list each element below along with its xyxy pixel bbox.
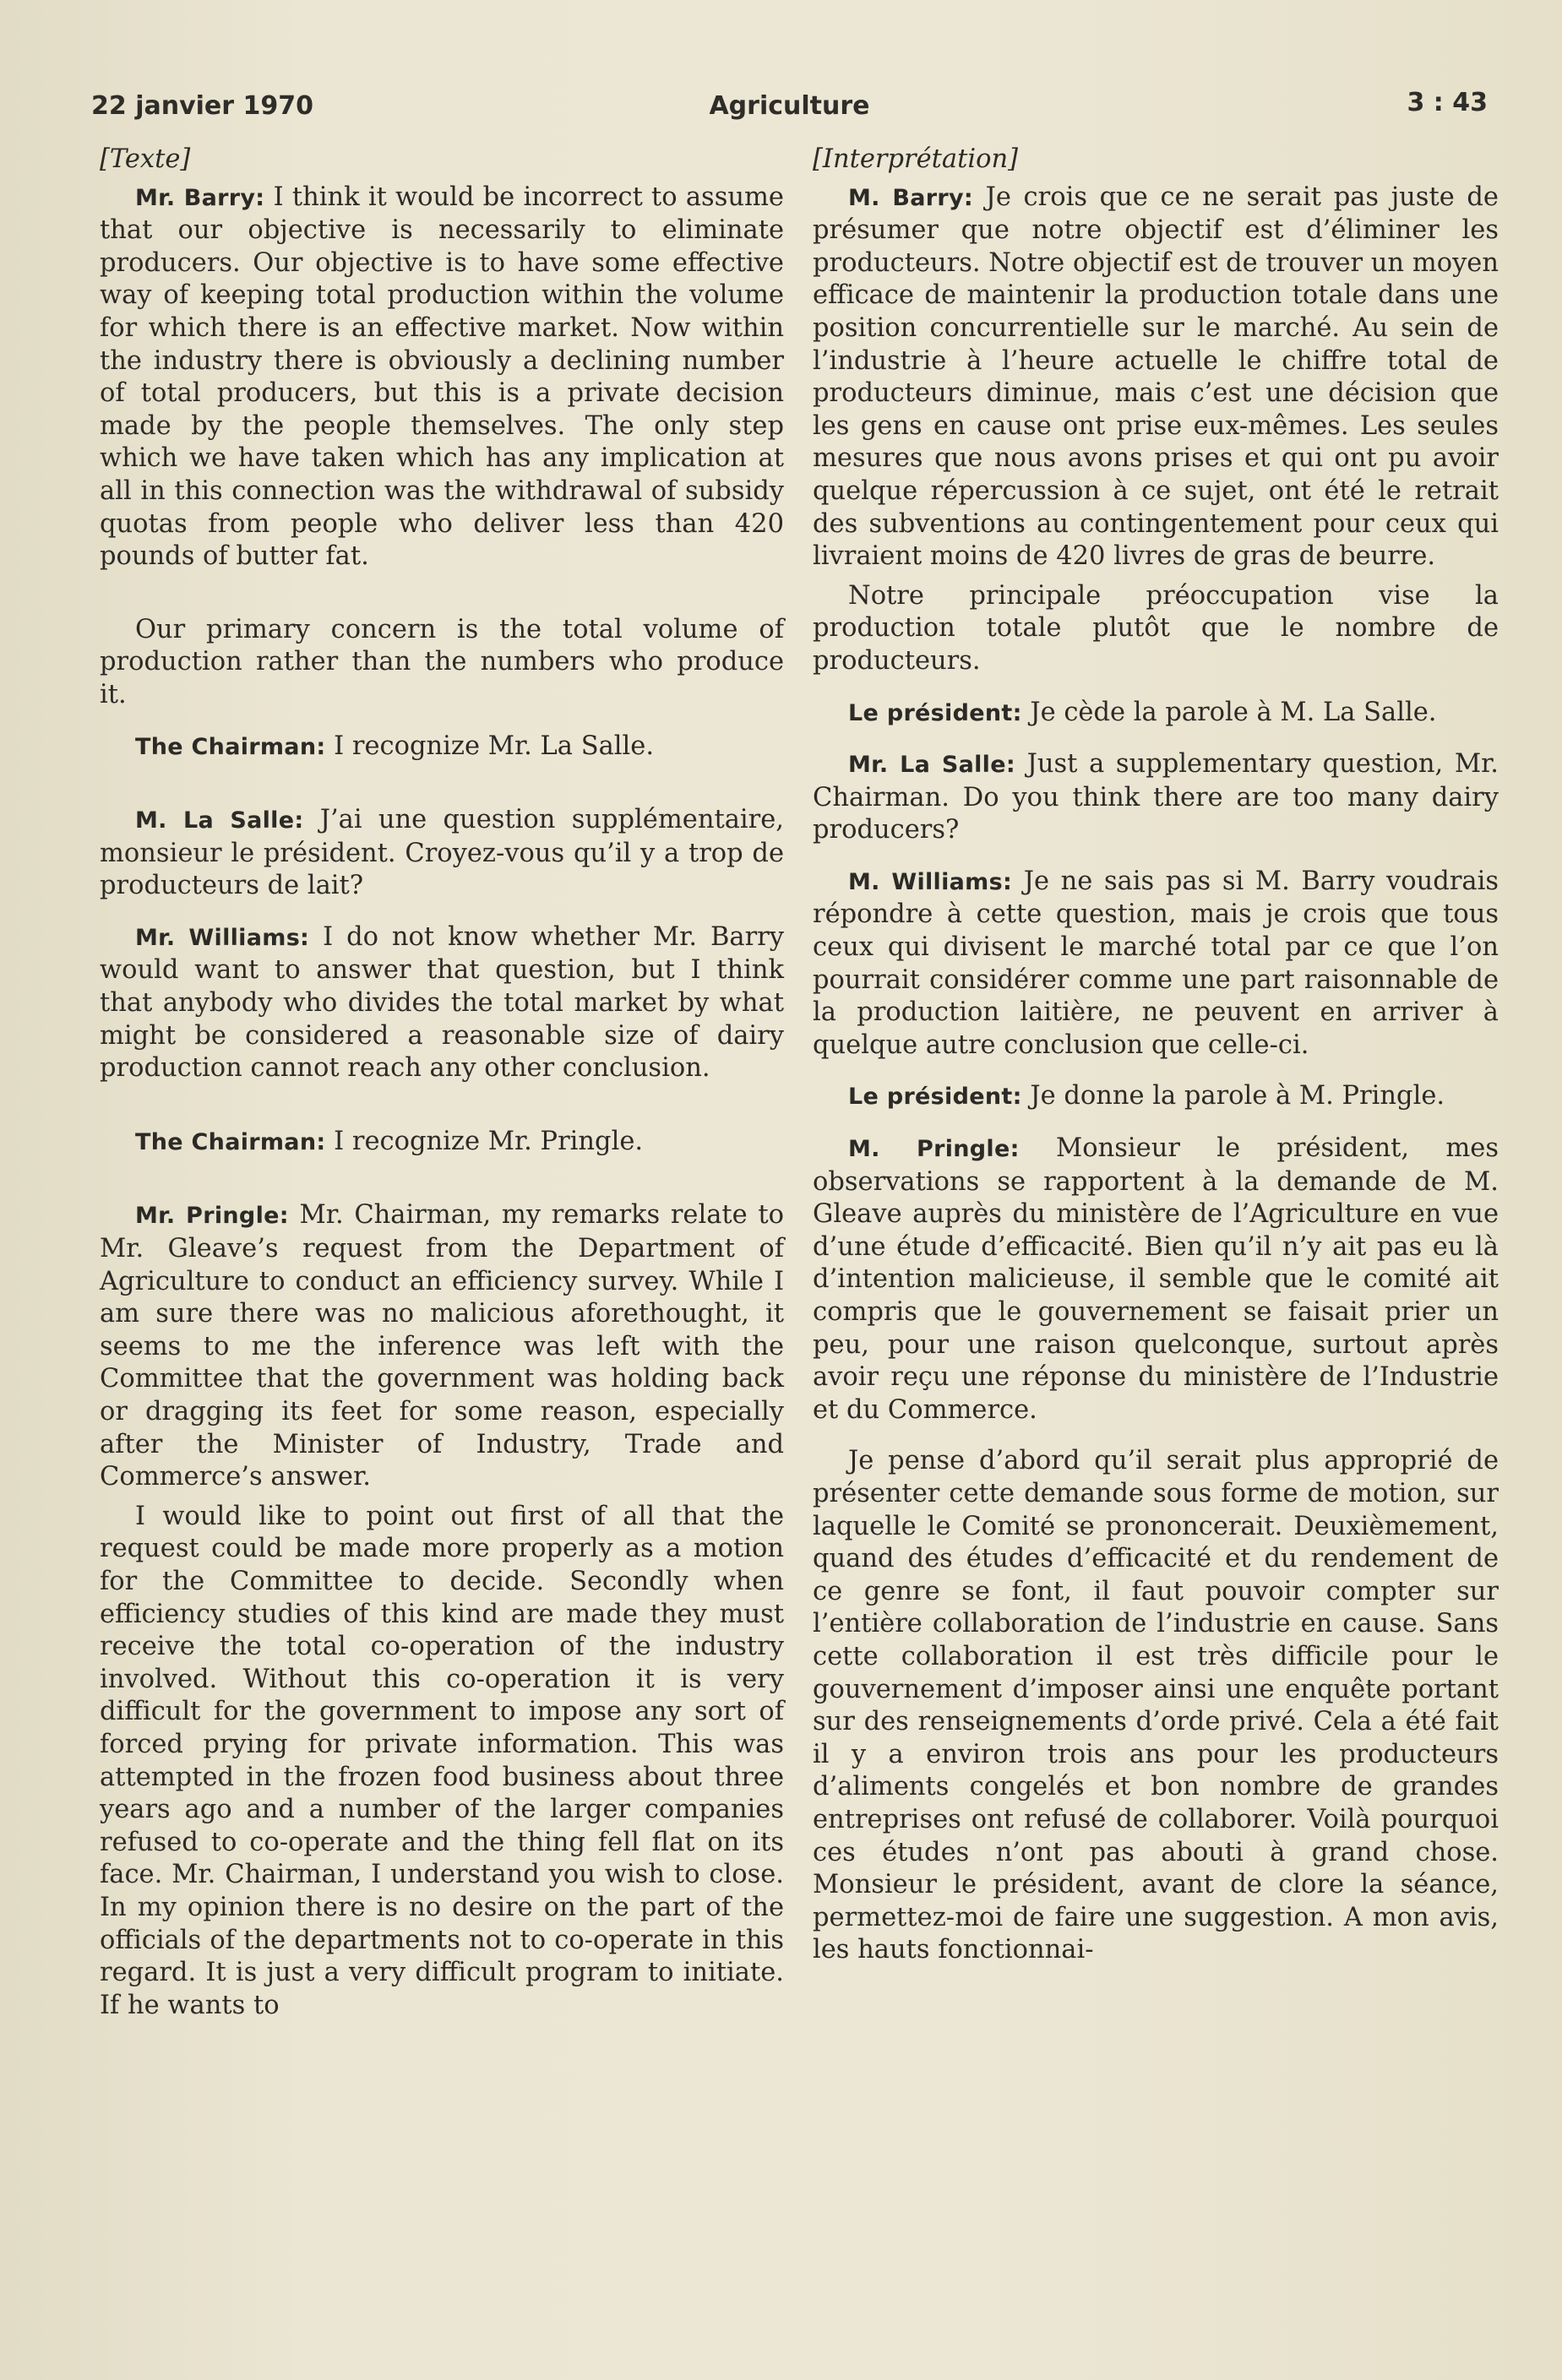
speaker-name: Mr. Pringle:	[135, 1203, 289, 1230]
paragraph	[100, 614, 784, 712]
speaker-name: The Chairman:	[135, 733, 326, 760]
paragraph	[813, 1080, 1499, 1114]
paragraph-text: Just a supplementary question, Mr. Chairman. Do you think there are too many dairy producers?	[813, 749, 1499, 845]
speaker-name: The Chairman:	[135, 1128, 326, 1155]
paragraph-text: I recognize Mr. La Salle.	[334, 731, 655, 761]
paragraph	[813, 182, 1499, 573]
paragraph-text: Monsieur le président, mes observations se rapportent à la demande de M. Gleave auprès du ministère de l’Agriculture en vue d’une étude d’efficacité. Bien qu’il n’y ait pas eu là d’intention malicieuse, il semble que le comité ait compris que le gouvernement se faisait prier un peu, pour une raison quelconque, surtout après avoir reçu une réponse du ministère de l’Industrie et du Commerce.	[813, 1133, 1499, 1425]
paragraph	[813, 748, 1499, 847]
paragraph-text: I do not know whether Mr. Barry would want to answer that question, but I think that anybody who divides the total market by what might be considered a reasonable size of dairy production cannot reach any other conclusion.	[100, 921, 784, 1084]
paragraph	[813, 1133, 1499, 1426]
paragraph-text: Mr. Chairman, my remarks relate to Mr. Gleave’s request from the Department of Agriculture to conduct an efficiency survey. While I am sure there was no malicious aforethought, it seems to me the inference was left with the Committee that the government was holding back or dragging its feet for some reason, especially after the Minister of Industry, Trade and Commerce’s answer.	[100, 1200, 784, 1492]
french-column	[813, 144, 1499, 1967]
speaker-name: M. La Salle:	[135, 807, 304, 834]
paragraph	[813, 866, 1499, 1062]
header-title: Agriculture	[709, 91, 870, 121]
paragraph	[100, 1199, 784, 1493]
paragraph	[100, 1501, 784, 2023]
speaker-name: Mr. La Salle:	[848, 752, 1015, 779]
paragraph	[100, 804, 784, 903]
paragraph	[100, 1126, 784, 1160]
header-date: 22 janvier 1970	[91, 91, 313, 121]
section-label: [Interprétation]	[813, 144, 1018, 174]
paragraph-text: Our primary concern is the total volume of production rather than the numbers who produce it.	[100, 614, 784, 709]
paragraph-text: Notre principale préoccupation vise la production totale plutôt que le nombre de producteurs.	[813, 580, 1499, 676]
paragraph	[813, 697, 1499, 731]
speaker-name: Le président:	[848, 699, 1022, 726]
speaker-name: Mr. Barry:	[135, 184, 265, 211]
paragraph	[813, 1445, 1499, 1967]
speaker-name: Le président:	[848, 1084, 1022, 1111]
paragraph-text: I think it would be incorrect to assume that our objective is necessarily to eliminate producers. Our objective is to have some effective way of keeping total production within the volume for which there is an effective market. Now within the industry there is obviously a declining number of total producers, but this is a private decision made by the people themselves. The only step which we have taken which has any implication at all in this connection was the withdrawal of subsidy quotas from people who deliver less than 420 pounds of butter fat.	[100, 182, 784, 572]
section-label: [Texte]	[100, 144, 191, 174]
speaker-name: M. Pringle:	[848, 1136, 1020, 1163]
paragraph-text: Je crois que ce ne serait pas juste de présumer que notre objectif est d’éliminer les producteurs. Notre objectif est de trouver un moyen efficace de maintenir la production totale dans une position concurrentielle sur le marché. Au sein de l’industrie à l’heure actuelle le chiffre total de producteurs diminue, mais c’est une décision que les gens en cause ont prise eux-mêmes. Les seules mesures que nous avons prises et qui ont pu avoir quelque répercussion à ce sujet, ont été le retrait des subventions au contingentement pour ceux qui livraient moins de 420 livres de gras de beurre.	[813, 182, 1499, 572]
page-header	[91, 81, 1488, 132]
paragraph	[100, 921, 784, 1085]
paragraph	[813, 580, 1499, 678]
paragraph-text: Je donne la parole à M. Pringle.	[1030, 1081, 1445, 1111]
paragraph-text: Je ne sais pas si M. Barry voudrais répondre à cette question, mais je crois que tous ceux qui divisent le marché total par ce que l’on pourrait considérer comme une part raisonnable de la production laitière, ne peuvent en arriver à quelque autre conclusion que celle-ci.	[813, 866, 1499, 1060]
english-column	[100, 144, 784, 2022]
speaker-name: M. Williams:	[848, 868, 1013, 895]
paragraph-text: Je cède la parole à M. La Salle.	[1030, 697, 1437, 727]
paragraph-text: I recognize Mr. Pringle.	[334, 1126, 644, 1156]
paragraph-text: J’ai une question supplémentaire, monsieur le président. Croyez-vous qu’il y a trop de producteurs de lait?	[100, 805, 784, 901]
paragraph-text: I would like to point out first of all that the request could be made more properly as a motion for the Committee to decide. Secondly when efficiency studies of this kind are made they must receive the total co-operation of the industry involved. Without this co-operation it is very difficult for the government to impose any sort of forced prying for private information. This was attempted in the frozen food business about three years ago and a number of the larger companies refused to co-operate and the thing fell flat on its face. Mr. Chairman, I understand you wish to close. In my opinion there is no desire on the part of the officials of the departments not to co-operate in this regard. It is just a very difficult program to initiate. If he wants to	[100, 1501, 784, 2020]
paragraph-text: Je pense d’abord qu’il serait plus approprié de présenter cette demande sous forme de motion, sur laquelle le Comité se prononcerait. Deuxièmement, quand des études d’efficacité et du rendement de ce genre se font, il faut pouvoir compter sur l’entière collaboration de l’industrie en cause. Sans cette collaboration il est très difficile pour le gouvernement d’imposer ainsi une enquête portant sur des renseignements d’orde privé. Cela a été fait il y a environ trois ans pour les producteurs d’aliments congelés et bon nombre de grandes entreprises ont refusé de collaborer. Voilà pourquoi ces études n’ont pas abouti à grand chose. Monsieur le président, avant de clore la séance, permettez-moi de faire une suggestion. A mon avis, les hauts fonctionnai-	[813, 1446, 1499, 1965]
paragraph	[100, 731, 784, 764]
header-page-number: 3 : 43	[1407, 88, 1488, 117]
paragraph	[100, 182, 784, 573]
speaker-name: M. Barry:	[848, 184, 973, 211]
speaker-name: Mr. Williams:	[135, 924, 310, 951]
